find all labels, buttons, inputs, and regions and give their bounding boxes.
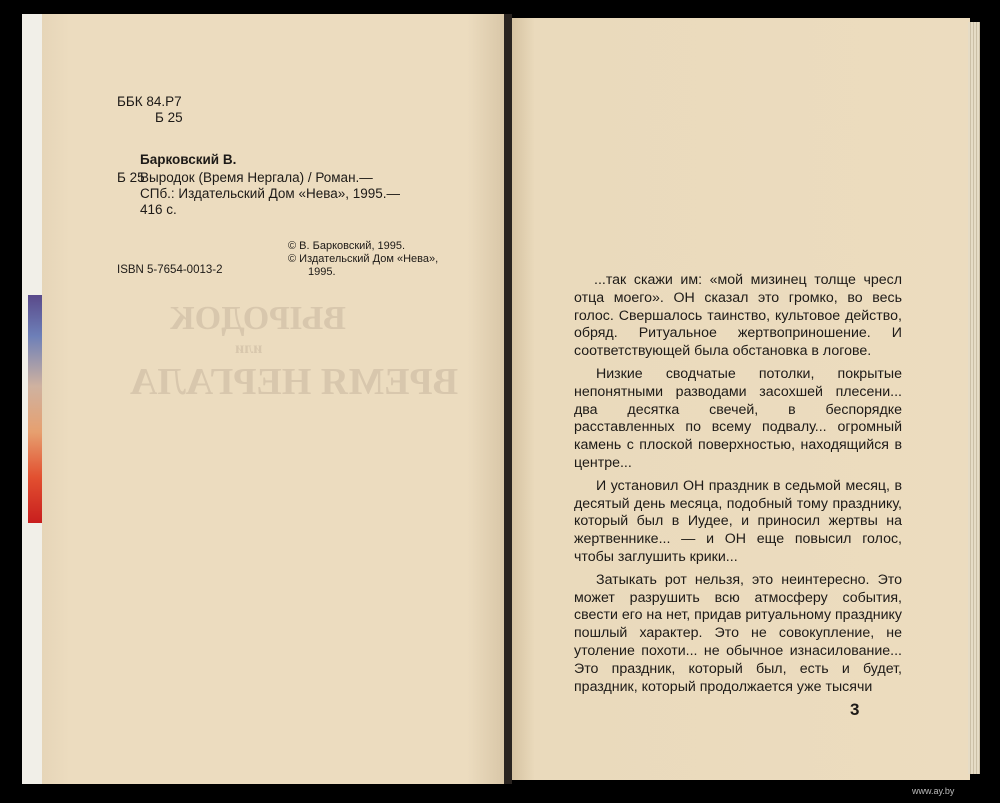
bleed-through-title-3: ВРЕМЯ НЕРГАЛА xyxy=(130,361,459,403)
title-line-3: 416 с. xyxy=(140,202,177,217)
bbk-sub-code: Б 25 xyxy=(155,110,183,125)
cover-color-strip xyxy=(28,295,42,523)
title-line-1: Выродок (Время Нергала) / Роман.— xyxy=(140,170,373,185)
body-text xyxy=(574,272,902,701)
page-number: 3 xyxy=(850,700,860,719)
paragraph: И установил ОН праздник в седьмой месяц, в десятый день месяца, подобный тому празднику, который был в Иудее, и приносил жертвы на жертвеннике... — и ОН еще повысил голос, чтобы заглушить крики... xyxy=(574,477,902,565)
paragraph: Низкие сводчатые потолки, покрытые непонятными разводами засохшей плесени... два десятка свечей, в беспорядке расставленных по всему подвалу... огромный камень с плоской поверхностью, находящийся в центре... xyxy=(574,365,902,471)
copyright-block xyxy=(288,240,438,279)
bleed-through-title-1: ВЫРОДОК xyxy=(170,300,346,337)
watermark: www.ay.by xyxy=(912,786,955,796)
paragraph: Затыкать рот нельзя, это неинтересно. Это может разрушить всю атмосферу события, свести его на нет, придав ритуальному празднику пошлый характер. Это не совокупление, не утоление похоти... не обычное изнасилование... Это праздник, который был, есть и будет, праздник, который продолжается уже тысячи xyxy=(574,571,902,695)
paragraph: ...так скажи им: «мой мизинец толще чресл отца моего». ОН сказал это громко, во весь голос. Свершалось таинство, культовое действо, обряд. Ритуальное жертвоприношение. И соответствующей была обстановка в логове. xyxy=(574,272,902,360)
catalog-label: Б 25 xyxy=(117,170,145,185)
title-line-2: СПб.: Издательский Дом «Нева», 1995.— xyxy=(140,186,401,201)
copyright-line-2: © Издательский Дом «Нева», xyxy=(288,253,439,265)
author-name: Барковский В. xyxy=(140,152,237,167)
page-edges xyxy=(968,22,980,774)
copyright-line-3: 1995. xyxy=(308,266,336,278)
isbn: ISBN 5-7654-0013-2 xyxy=(117,264,223,276)
bleed-through-title-2: или xyxy=(235,340,263,357)
bbk-code: ББК 84.Р7 xyxy=(117,94,182,109)
copyright-line-1: © В. Барковский, 1995. xyxy=(288,240,406,252)
book-gutter xyxy=(504,14,512,784)
